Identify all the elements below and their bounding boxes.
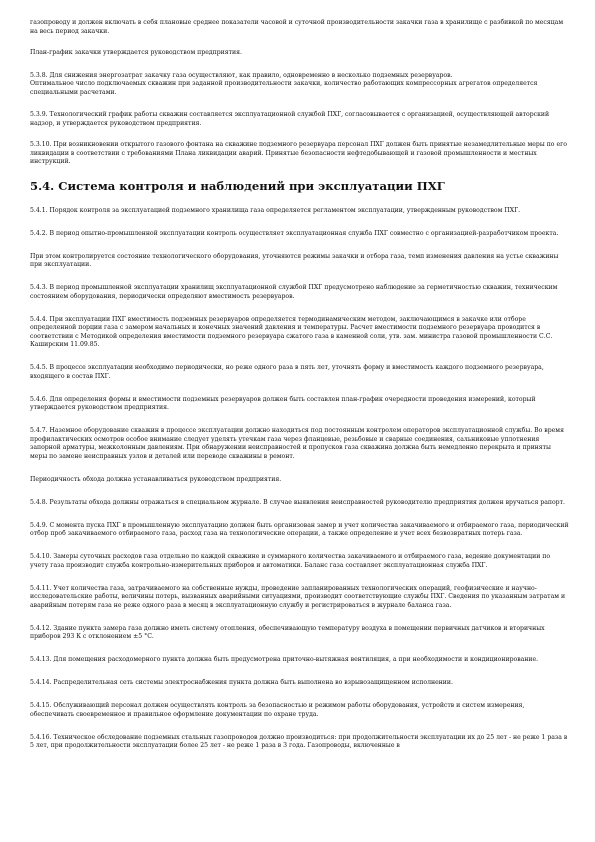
paragraph-5-4-14: 5.4.14. Распределительная сеть системы электроснабжения пункта должна быть выполнена во взрывозащищенном исполнении. (30, 679, 453, 686)
paragraph-5-4-3: 5.4.3. В период промышленной эксплуатации хранилищ эксплуатационной службой ПХГ предусмотрено наблюдение за герметичностью скважин, техническим состоянием оборудования, периодически определяют вместимость резервуаров. (30, 284, 558, 300)
paragraph-5-4-4: 5.4.4. При эксплуатации ПХГ вместимость подземных резервуаров определяется термодинамическим методом, заключающимся в закачке или отборе определенной порции газа с замером начальных и конечных значений давления и температуры. Расчет вместимости подземного резервуара проводится в соответствии с Методикой определения вместимости подземного резервуара сжатого газа в каменной соли, утв. зам. министра газовой промышленности С.С. Каширским 11.09.85. (30, 315, 553, 348)
paragraph-5-4-2: 5.4.2. В период опытно-промышленной эксплуатации контроль осуществляет эксплуатационная служба ПХГ совместно с организацией-разработчиком проекта. (30, 229, 559, 237)
paragraph-5-4-5: 5.4.5. В процессе эксплуатации необходимо периодически, но реже одного раза в пять лет, уточнять форму и вместимость каждого подземного резервуара, входящего в состав ПХГ. (30, 364, 544, 380)
paragraph-5-4-9: 5.4.9. С момента пуска ПХГ в промышленную эксплуатацию должен быть организован замер и учет количества закачиваемого и отбираемого газа, периодический отбор проб закачиваемого отбираемого газа, расход газа на технологические операции, а также определение и учет всех безвозвратных потерь газа. (30, 521, 569, 537)
paragraph-5-4-1: 5.4.1. Порядок контроля за эксплуатацией подземного хранилища газа определяется регламентом эксплуатации, утвержденным руководством ПХГ. (30, 206, 521, 214)
document-page (30, 0, 570, 765)
paragraph-5-4-6: 5.4.6. Для определения формы и вместимости подземных резервуаров должен быть составлен план-график очередности проведения измерений, который утверждается руководством предприятия. (30, 395, 536, 411)
paragraph-5-3-9: 5.3.9. Технологический график работы скважин составляется эксплуатационной службой ПХГ, согласовывается с организацией, осуществляющей авторский надзор, и утверждается руководством предприятия. (30, 111, 550, 127)
paragraph-5-4-7: 5.4.7. Наземное оборудование скважин в процессе эксплуатации должно находиться под постоянным контролем операторов эксплуатационной службы. Во время профилактических осмотров особое внимание следует уделять утечкам газа через фланцевые, резьбовые и сварные соединения, сальниковые уплотнения запорной арматуры, межколонным давлениям. При обнаружении неисправностей и пропусков газа скважина должна быть немедленно перекрыта и приняты меры по замене неисправных узлов и деталей или переводе скважины в ремонт. (30, 427, 564, 460)
paragraph-5-3-8: 5.3.8. Для снижения энергозатрат закачку газа осуществляют, как правило, одновременно в несколько подземных резервуаров. Оптимальное число подключаемых скважин при заданной производительности закачки, количество работающих компрессорных агрегатов определяется специальными расчетами. (30, 71, 538, 96)
paragraph-5-4-12: 5.4.12. Здание пункта замера газа должно иметь систему отопления, обеспечивающую температуру воздуха в помещении первичных датчиков и вторичных приборов 293 К с отклонением ±5 °С. (30, 624, 545, 640)
paragraph-5-4-10: 5.4.10. Замеры суточных расходов газа отдельно по каждой скважине и суммарного количества закачиваемого и отбираемого газа, ведение документации по учету газа производит служба контрольно-измерительных приборов и автоматики. Баланс газа составляет эксплуатационная служба ПХГ. (30, 553, 551, 569)
paragraph-plan-approval: План-график закачки утверждается руководством предприятия. (30, 49, 242, 56)
paragraph-5-4-8: 5.4.8. Результаты обхода должны отражаться в специальном журнале. В случае выявления неисправностей руководителю предприятия должен вручаться рапорт. (30, 498, 565, 506)
paragraph-5-4-15: 5.4.15. Обслуживающий персонал должен осуществлять контроль за безопасностью и режимом работы оборудования, устройств и систем измерения, обеспечивать своевременное и правильное оформление документации по охране труда. (30, 702, 525, 718)
paragraph-5-4-13: 5.4.13. Для помещения расходомерного пункта должна быть предусмотрена приточно-вытяжная вентиляция, а при необходимости и кондиционирование. (30, 656, 539, 663)
paragraph-5-4-16: 5.4.16. Техническое обследование подземных стальных газопроводов должно производиться: при продолжительности эксплуатации их до 25 лет - не реже 1 раза в 5 лет, при продолжительности эксплуатации более 25 лет - не реже 1 раза в 3 года. Газопроводы, включенные в (30, 733, 568, 749)
paragraph-5-3-10: 5.3.10. При возникновении открытого газового фонтана на скважине подземного резервуара персонал ПХГ должен быть принятые незамедлительные меры по его ликвидации в соответствии с требованиями Плана ликвидации аварий. Принятые безопасности нефтедобывающей и газовой промышленности и местных инструкций. (30, 141, 567, 165)
paragraph-control-state: При этом контролируется состояние технологического оборудования, уточняются режимы закачки и отбора газа, темп изменения давления на устье скважины при эксплуатации. (30, 252, 559, 268)
section-heading-5-4: 5.4. Система контроля и наблюдений при эксплуатации ПХГ (30, 178, 445, 193)
paragraph-5-4-11: 5.4.11. Учет количества газа, затрачиваемого на собственные нужды, проведение запланированных технологических операций, геофизические и научно-исследовательские работы, величины потерь, вызванных аварийными ситуациями, производит соответствующие службы ПХГ. Сведения по указанным затратам и аварийным потерям газа не реже одного раза в месяц в эксплуатационную службу и регистрироваться в журнале баланса газа. (30, 584, 566, 609)
top-spacer (30, 0, 570, 19)
paragraph-5-3-7-end: газопроводу и должен включать в себя плановые среднее показатели часовой и суточной производительности закачки газа в хранилище с разбивкой по месяцам на весь период закачки. (30, 19, 564, 35)
paragraph-inspection-frequency: Периодичность обхода должна устанавливаться руководством предприятия. (30, 475, 282, 483)
